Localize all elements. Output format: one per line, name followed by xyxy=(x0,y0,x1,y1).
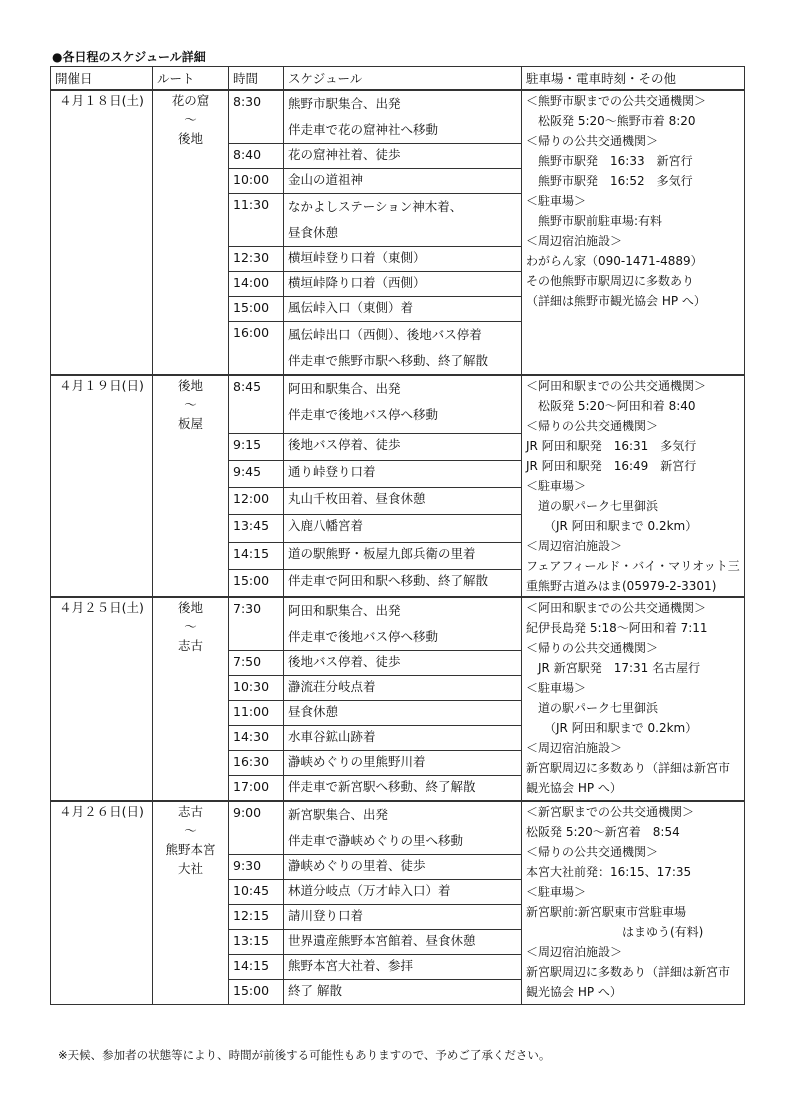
event-line: 通り峠登り口着 xyxy=(288,463,376,479)
info-line: わがらん家（090-1471-4889） xyxy=(526,254,703,268)
event-line: 伴走車で熊野市駅へ移動、終了解散 xyxy=(288,353,489,368)
route-cell xyxy=(153,90,229,375)
event-line: 昼食休憩 xyxy=(288,225,339,240)
schedule-time: 10:45 xyxy=(229,880,284,905)
schedule-time: 8:40 xyxy=(229,144,284,169)
schedule-time: 7:30 xyxy=(229,597,284,651)
route-line: 後地 xyxy=(177,600,203,615)
schedule-time: 11:30 xyxy=(229,194,284,247)
info-line: （JR 阿田和駅まで 0.2km） xyxy=(526,519,698,533)
schedule-time: 10:00 xyxy=(229,169,284,194)
schedule-event xyxy=(284,375,522,433)
info-line: はまゆう(有料) xyxy=(526,925,704,939)
info-line: 新宮駅周辺に多数あり（詳細は新宮市観光協会 HP へ） xyxy=(526,965,731,999)
event-line: 丸山千枚田着、昼食休憩 xyxy=(288,491,426,507)
event-line: 道の駅熊野・板屋九郎兵衛の里着 xyxy=(288,545,476,561)
event-date: ４月２６日(日) xyxy=(51,801,153,1005)
route-line: ～ xyxy=(184,619,197,634)
route-line: 志古 xyxy=(177,804,203,819)
event-line: 伴走車で後地バス停へ移動 xyxy=(288,407,439,422)
info-line: ＜帰りの公共交通機関＞ xyxy=(526,845,659,859)
event-line: 熊野市駅集合、出発 xyxy=(288,96,401,111)
schedule-event xyxy=(284,515,522,542)
route-line: ～ xyxy=(184,823,197,838)
schedule-event xyxy=(284,855,522,880)
route-line: ～ xyxy=(184,397,197,412)
table-row xyxy=(51,375,745,433)
info-line: 紀伊長島発 5:18～阿田和着 7:11 xyxy=(526,621,708,635)
info-line: 新宮駅周辺に多数あり（詳細は新宮市観光協会 HP へ） xyxy=(526,761,731,795)
info-line: （詳細は熊野市観光協会 HP へ） xyxy=(526,294,706,308)
schedule-time: 15:00 xyxy=(229,297,284,322)
schedule-time: 9:00 xyxy=(229,801,284,855)
schedule-time: 8:30 xyxy=(229,90,284,144)
route-cell xyxy=(153,375,229,597)
event-line: 阿田和駅集合、出発 xyxy=(288,381,401,396)
schedule-event xyxy=(284,751,522,776)
event-line: 横垣峠降り口着（西側） xyxy=(288,275,426,290)
schedule-time: 12:00 xyxy=(229,488,284,515)
schedule-event xyxy=(284,701,522,726)
event-line: 世界遺産熊野本宮館着、昼食休憩 xyxy=(288,933,476,948)
schedule-time: 8:45 xyxy=(229,375,284,433)
info-line: JR 阿田和駅発 16:31 多気行 xyxy=(526,439,697,453)
schedule-event xyxy=(284,144,522,169)
header-route: ルート xyxy=(153,67,229,91)
event-line: 金山の道祖神 xyxy=(288,172,364,187)
info-line: 松阪発 5:20～熊野市着 8:20 xyxy=(526,114,696,128)
info-line: 道の駅パーク七里御浜 xyxy=(526,701,659,715)
event-line: 風伝峠入口（東側）着 xyxy=(288,300,414,315)
schedule-time: 17:00 xyxy=(229,776,284,802)
info-line: ＜周辺宿泊施設＞ xyxy=(526,945,623,959)
route-cell xyxy=(153,597,229,801)
table-row xyxy=(51,597,745,651)
schedule-event xyxy=(284,597,522,651)
route-line: 後地 xyxy=(177,131,203,146)
info-line: ＜熊野市駅までの公共交通機関＞ xyxy=(526,94,707,108)
schedule-time: 13:45 xyxy=(229,515,284,542)
schedule-time: 12:30 xyxy=(229,247,284,272)
event-line: 伴走車で瀞峡めぐりの里へ移動 xyxy=(288,833,464,848)
event-line: 阿田和駅集合、出発 xyxy=(288,603,401,618)
schedule-event xyxy=(284,880,522,905)
event-line: 昼食休憩 xyxy=(288,704,339,719)
schedule-event xyxy=(284,247,522,272)
section-heading: ●各日程のスケジュール詳細 xyxy=(52,50,206,64)
info-line: JR 阿田和駅発 16:49 新宮行 xyxy=(526,459,697,473)
schedule-body xyxy=(51,90,745,1005)
info-line: ＜阿田和駅までの公共交通機関＞ xyxy=(526,379,707,393)
event-line: 風伝峠出口（西側）、後地バス停着 xyxy=(288,327,482,342)
schedule-event xyxy=(284,488,522,515)
header-info: 駐車場・電車時刻・その他 xyxy=(522,67,745,91)
schedule-time: 14:30 xyxy=(229,726,284,751)
schedule-event xyxy=(284,776,522,802)
event-line: 新宮駅集合、出発 xyxy=(288,807,389,822)
schedule-time: 9:30 xyxy=(229,855,284,880)
access-info xyxy=(522,375,745,597)
event-line: 林道分岐点（万才峠入口）着 xyxy=(288,883,451,898)
route-line: 大社 xyxy=(177,861,203,876)
schedule-event xyxy=(284,297,522,322)
schedule-event xyxy=(284,930,522,955)
table-row xyxy=(51,801,745,855)
schedule-event xyxy=(284,542,522,569)
info-line: ＜駐車場＞ xyxy=(526,194,587,208)
schedule-event xyxy=(284,569,522,597)
route-line: 熊野本宮 xyxy=(165,842,216,857)
access-info xyxy=(522,90,745,375)
schedule-event xyxy=(284,676,522,701)
info-line: 松阪発 5:20～新宮着 8:54 xyxy=(526,825,680,839)
info-line: 熊野市駅前駐車場:有料 xyxy=(526,214,663,228)
schedule-event xyxy=(284,955,522,980)
info-line: ＜駐車場＞ xyxy=(526,479,587,493)
schedule-time: 7:50 xyxy=(229,651,284,676)
route-line: 板屋 xyxy=(177,416,203,431)
footnote: ※天候、参加者の状態等により、時間が前後する可能性もありますので、予めご了承ください。 xyxy=(58,1048,551,1062)
info-line: ＜周辺宿泊施設＞ xyxy=(526,741,623,755)
info-line: ＜新宮駅までの公共交通機関＞ xyxy=(526,805,695,819)
header-schedule: スケジュール xyxy=(284,67,522,91)
event-date: ４月１９日(日) xyxy=(51,375,153,597)
info-line: 本宮大社前発：16:15、17:35 xyxy=(526,865,692,879)
info-line: その他熊野市駅周辺に多数あり xyxy=(526,274,695,288)
schedule-event xyxy=(284,905,522,930)
info-line: ＜周辺宿泊施設＞ xyxy=(526,234,623,248)
info-line: 松阪発 5:20～阿田和着 8:40 xyxy=(526,399,696,413)
schedule-time: 14:00 xyxy=(229,272,284,297)
event-line: 入鹿八幡宮着 xyxy=(288,518,364,534)
info-line: ＜帰りの公共交通機関＞ xyxy=(526,641,659,655)
route-line: 後地 xyxy=(177,378,203,393)
header-row xyxy=(51,67,745,91)
schedule-time: 13:15 xyxy=(229,930,284,955)
info-line: フェアフィールド・バイ・マリオット三重熊野古道みはま(05979-2-3301) xyxy=(526,559,740,593)
route-line: ～ xyxy=(184,112,197,127)
event-line: 瀞峡めぐりの里着、徒歩 xyxy=(288,858,426,873)
info-line: ＜阿田和駅までの公共交通機関＞ xyxy=(526,601,707,615)
schedule-event xyxy=(284,322,522,376)
info-line: ＜周辺宿泊施設＞ xyxy=(526,539,623,553)
route-line: 志古 xyxy=(177,638,203,653)
schedule-event xyxy=(284,433,522,460)
header-time: 時間 xyxy=(229,67,284,91)
event-line: 伴走車で新宮駅へ移動、終了解散 xyxy=(288,779,476,794)
event-date: ４月２５日(土) xyxy=(51,597,153,801)
schedule-event xyxy=(284,169,522,194)
schedule-time: 9:15 xyxy=(229,433,284,460)
schedule-time: 11:00 xyxy=(229,701,284,726)
schedule-time: 12:15 xyxy=(229,905,284,930)
schedule-time: 16:30 xyxy=(229,751,284,776)
schedule-event xyxy=(284,651,522,676)
schedule-event xyxy=(284,980,522,1005)
header-date: 開催日 xyxy=(51,67,153,91)
access-info xyxy=(522,801,745,1005)
event-line: なかよしステーション神木着、 xyxy=(288,199,463,214)
info-line: 新宮駅前:新宮駅東市営駐車場 xyxy=(526,905,687,919)
schedule-event xyxy=(284,194,522,247)
schedule-time: 14:15 xyxy=(229,955,284,980)
info-line: ＜駐車場＞ xyxy=(526,885,587,899)
schedule-time: 15:00 xyxy=(229,980,284,1005)
access-info xyxy=(522,597,745,801)
table-row xyxy=(51,90,745,144)
schedule-event xyxy=(284,90,522,144)
event-line: 水車谷鉱山跡着 xyxy=(288,729,376,744)
event-line: 後地バス停着、徒歩 xyxy=(288,654,401,669)
event-line: 後地バス停着、徒歩 xyxy=(288,436,401,452)
schedule-time: 9:45 xyxy=(229,460,284,487)
info-line: 熊野市駅発 16:52 多気行 xyxy=(526,174,693,188)
info-line: ＜駐車場＞ xyxy=(526,681,587,695)
info-line: 道の駅パーク七里御浜 xyxy=(526,499,659,513)
schedule-table xyxy=(50,66,745,1005)
schedule-time: 15:00 xyxy=(229,569,284,597)
schedule-time: 10:30 xyxy=(229,676,284,701)
route-line: 花の窟 xyxy=(171,93,210,108)
info-line: ＜帰りの公共交通機関＞ xyxy=(526,134,659,148)
info-line: 熊野市駅発 16:33 新宮行 xyxy=(526,154,693,168)
info-line: ＜帰りの公共交通機関＞ xyxy=(526,419,659,433)
schedule-time: 16:00 xyxy=(229,322,284,376)
info-line: （JR 阿田和駅まで 0.2km） xyxy=(526,721,698,735)
event-line: 伴走車で阿田和駅へ移動、終了解散 xyxy=(288,572,489,588)
event-line: 伴走車で後地バス停へ移動 xyxy=(288,629,439,644)
event-line: 終了 解散 xyxy=(288,983,342,998)
event-line: 横垣峠登り口着（東側） xyxy=(288,250,426,265)
event-line: 瀞峡めぐりの里熊野川着 xyxy=(288,754,426,769)
event-line: 瀞流荘分岐点着 xyxy=(288,679,376,694)
schedule-time: 14:15 xyxy=(229,542,284,569)
event-line: 伴走車で花の窟神社へ移動 xyxy=(288,122,439,137)
event-line: 熊野本宮大社着、参拝 xyxy=(288,958,414,973)
info-line: JR 新宮駅発 17:31 名古屋行 xyxy=(526,661,701,675)
event-line: 請川登り口着 xyxy=(288,908,364,923)
schedule-event xyxy=(284,801,522,855)
route-cell xyxy=(153,801,229,1005)
schedule-event xyxy=(284,460,522,487)
event-date: ４月１８日(土) xyxy=(51,90,153,375)
schedule-event xyxy=(284,272,522,297)
schedule-event xyxy=(284,726,522,751)
event-line: 花の窟神社着、徒歩 xyxy=(288,147,401,162)
